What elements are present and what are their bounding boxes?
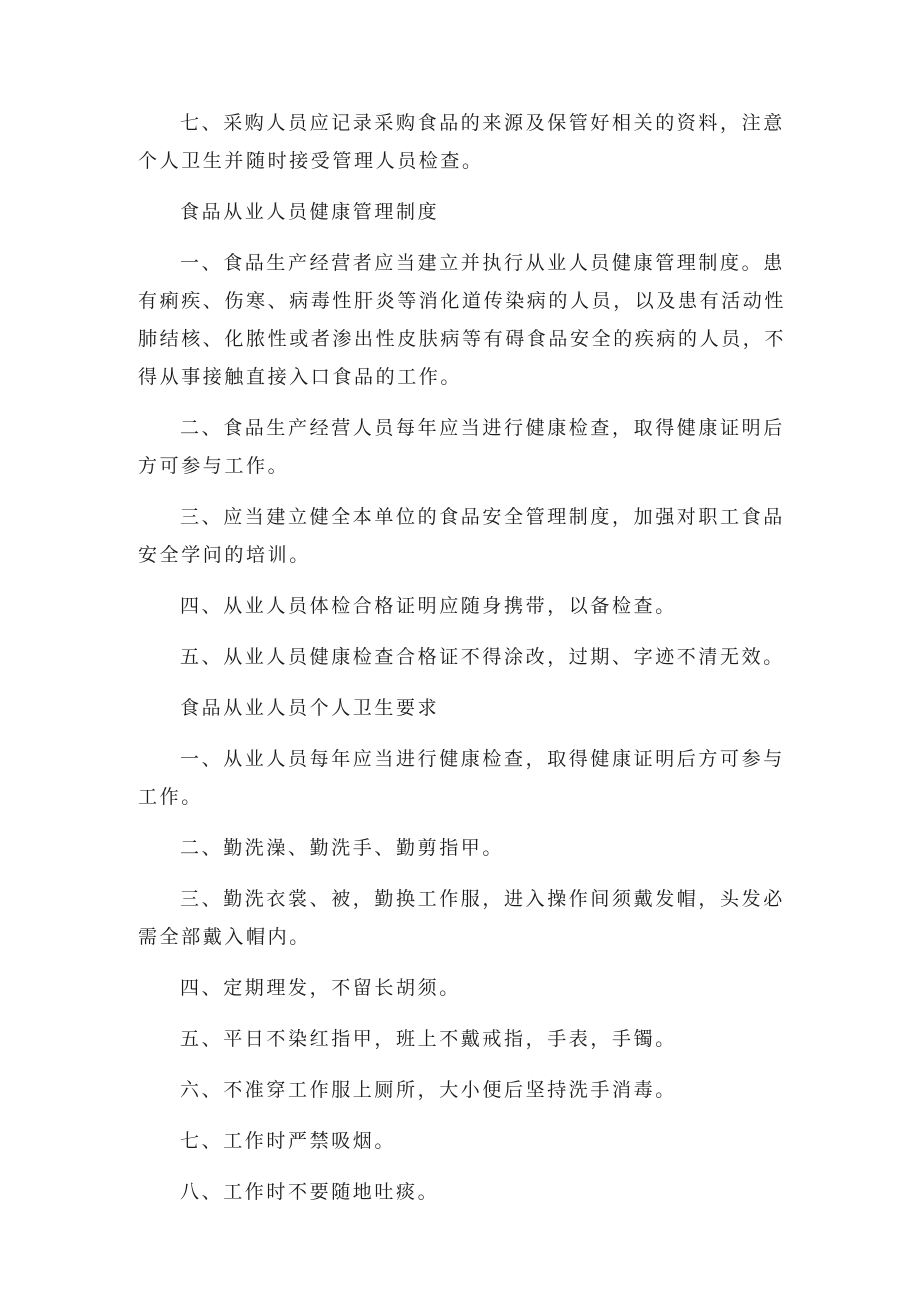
paragraph-hygiene-rule-4: 四、定期理发，不留长胡须。 bbox=[180, 977, 461, 999]
document-body bbox=[138, 104, 798, 1224]
paragraph-health-rule-1: 一、食品生产经营者应当建立并执行从业人员健康管理制度。患有痢疾、伤寒、病毒性肝炎等消化道传染病的人员，以及患有活动性肺结核、化脓性或者渗出性皮肤病等有碍食品安全的疾病的人员，不得从事接触直接入口食品的工作。 bbox=[138, 252, 787, 388]
section-heading-personal-hygiene: 食品从业人员个人卫生要求 bbox=[180, 697, 440, 719]
paragraph-health-rule-4: 四、从业人员体检合格证明应随身携带，以备检查。 bbox=[180, 595, 677, 617]
paragraph-hygiene-rule-5: 五、平日不染红指甲，班上不戴戒指，手表，手镯。 bbox=[180, 1028, 677, 1050]
paragraph-procurement-records: 七、采购人员应记录采购食品的来源及保管好相关的资料，注意个人卫生并随时接受管理人员检查。 bbox=[138, 112, 785, 172]
paragraph-hygiene-rule-3: 三、勤洗衣裳、被，勤换工作服，进入操作间须戴发帽，头发必需全部戴入帽内。 bbox=[138, 888, 785, 948]
paragraph-health-rule-3: 三、应当建立健全本单位的食品安全管理制度，加强对职工食品安全学问的培训。 bbox=[138, 506, 785, 566]
paragraph-hygiene-rule-7: 七、工作时严禁吸烟。 bbox=[180, 1130, 397, 1152]
paragraph-health-rule-2: 二、食品生产经营人员每年应当进行健康检查，取得健康证明后方可参与工作。 bbox=[138, 417, 785, 477]
paragraph-hygiene-rule-1: 一、从业人员每年应当进行健康检查，取得健康证明后方可参与工作。 bbox=[138, 748, 785, 808]
paragraph-hygiene-rule-8: 八、工作时不要随地吐痰。 bbox=[180, 1181, 440, 1203]
section-heading-health-management: 食品从业人员健康管理制度 bbox=[180, 201, 440, 223]
paragraph-hygiene-rule-6: 六、不准穿工作服上厕所，大小便后坚持洗手消毒。 bbox=[180, 1079, 677, 1101]
paragraph-health-rule-5: 五、从业人员健康检查合格证不得涂改，过期、字迹不清无效。 bbox=[180, 646, 785, 668]
paragraph-hygiene-rule-2: 二、勤洗澡、勤洗手、勤剪指甲。 bbox=[180, 837, 505, 859]
